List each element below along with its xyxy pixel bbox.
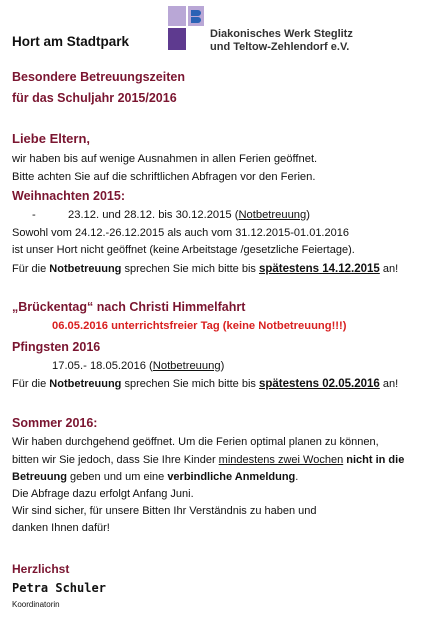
bullet-dash: - [32,209,36,221]
pentecost-notbetreuung: Notbetreuung [152,360,221,372]
organisation-name [210,28,353,54]
letterhead [12,4,422,54]
notice-prefix: Für die [12,378,50,390]
closing-regards: Herzlichst [12,562,70,576]
christmas-dates: 23.12. und 28.12. bis 30.12.2015 ( [68,209,239,221]
signature-name: Petra Schuler [12,581,106,595]
intro-line-1: wir haben bis auf wenige Ausnahmen in allen Ferien geöffnet. [12,153,318,165]
diakonie-logo-icon [166,4,206,52]
pentecost-bracket: ) [220,360,225,372]
notice-notbetreuung: Notbetreuung [49,378,122,390]
pentecost-heading: Pfingsten 2016 [12,340,101,354]
bridge-red-line: 06.05.2016 unterrichtsfreier Tag (keine Notbetreuung!!!) [52,320,347,332]
bridge-heading: „Brückentag“ nach Christi Himmelfahrt [12,300,246,314]
summer-line-4: Die Abfrage dazu erfolgt Anfang Juni. [12,488,194,500]
christmas-heading: Weihnachten 2015: [12,189,126,203]
notice-suffix: an! [379,378,399,390]
pentecost-date-range: 17.05.- 18.05.2016 ( [52,360,153,372]
christmas-bracket: ) [306,209,310,221]
christmas-notice [12,263,398,275]
summer-line-3: Betreuung geben und um eine verbindliche Anmeldung. [12,471,299,483]
title-line-2: für das Schuljahr 2015/2016 [12,91,177,105]
notice-suffix: an! [379,263,399,275]
summer-line-2-start: bitten wir Sie jedoch, dass Sie Ihre Kinder [12,454,219,466]
christmas-notbetreuung: Notbetreuung [238,209,307,221]
christmas-line-2: Sowohl vom 24.12.-26.12.2015 als auch vom 31.12.2015-01.01.2016 [12,227,349,239]
summer-line-2 [12,454,404,466]
summer-betreuung: Betreuung [12,471,67,483]
notice-notbetreuung: Notbetreuung [49,263,122,275]
hort-name: Hort am Stadtpark [12,34,130,49]
summer-line-5: Wir sind sicher, für unsere Bitten Ihr Verständnis zu haben und [12,505,317,517]
intro-line-2: Bitte achten Sie auf die schriftlichen Abfragen vor den Ferien. [12,171,316,183]
summer-binding-registration: verbindliche Anmeldung [167,471,296,483]
organisation-line-1: Diakonisches Werk Steglitz [210,28,353,40]
notice-deadline: spätestens 14.12.2015 [258,263,380,275]
title-line-1: Besondere Betreuungszeiten [12,70,185,84]
summer-line-3-middle: geben und um eine [67,471,168,483]
summer-heading: Sommer 2016: [12,416,98,430]
notice-prefix: Für die [12,263,50,275]
greeting: Liebe Eltern, [12,131,91,146]
christmas-bullet [12,209,310,221]
notice-deadline: spätestens 02.05.2016 [258,378,380,390]
christmas-line-3: ist unser Hort nicht geöffnet (keine Arbeitstage /gesetzliche Feiertage). [12,244,355,256]
summer-not-in: nicht in die [346,454,405,466]
pentecost-notice [12,378,398,390]
notice-middle: sprechen Sie mich bitte bis [121,378,259,390]
pentecost-dates [52,360,224,372]
signature-role: Koordinatorin [12,600,60,609]
organisation-line-2: und Teltow-Zehlendorf e.V. [210,41,350,53]
summer-line-1: Wir haben durchgehend geöffnet. Um die Ferien optimal planen zu können, [12,436,379,448]
notice-middle: sprechen Sie mich bitte bis [121,263,259,275]
summer-two-weeks: mindestens zwei Wochen [218,454,344,466]
summer-line-6: danken Ihnen dafür! [12,522,110,534]
